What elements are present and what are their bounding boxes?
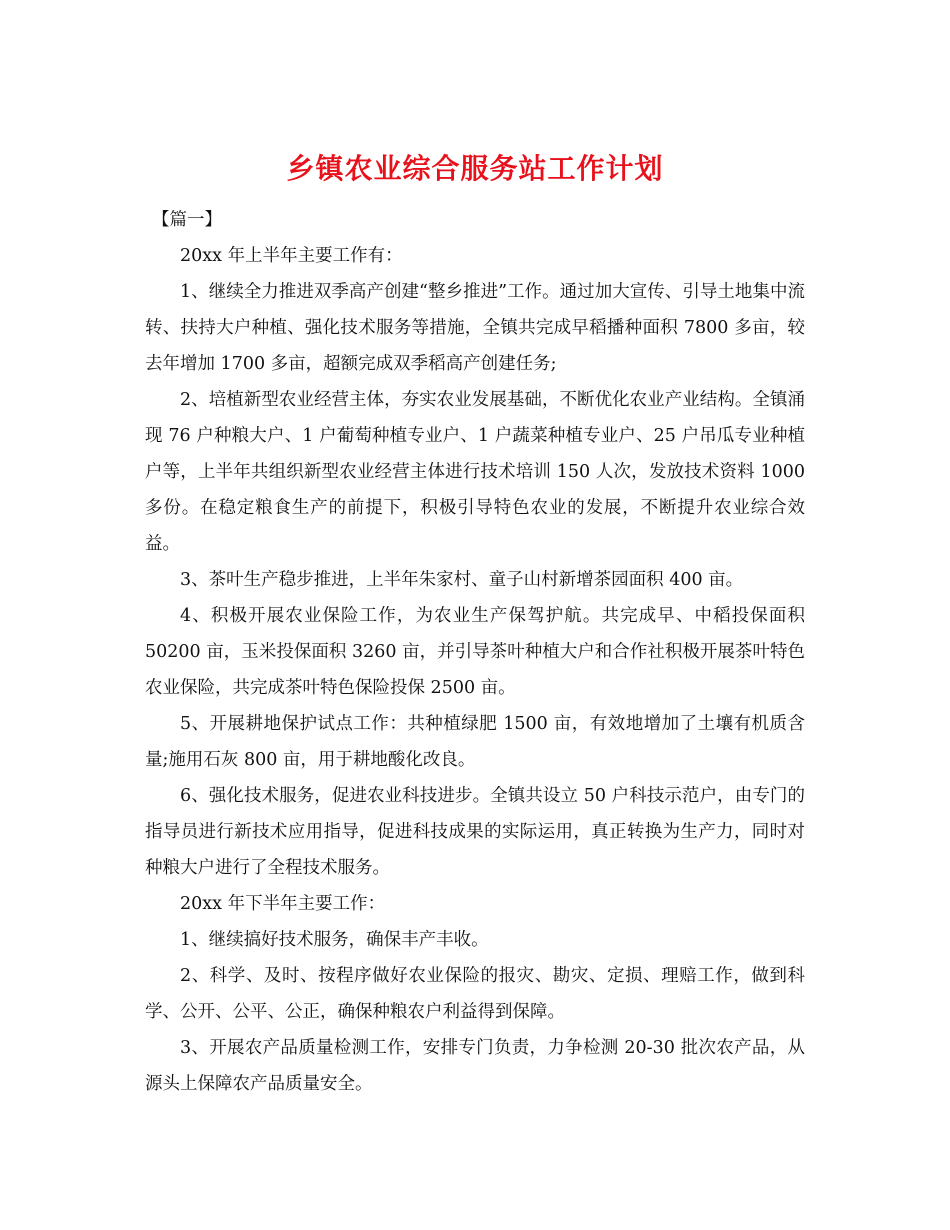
paragraph-item-6: 6、强化技术服务，促进农业科技进步。全镇共设立 50 户科技示范户，由专门的指导员进行新技术应用指导，促进科技成果的实际运用，真正转换为生产力，同时对种粮大户进行了全程技术服务。: [145, 786, 805, 878]
paragraph-item-1: 1、继续全力推进双季高产创建“整乡推进”工作。通过加大宣传、引导土地集中流转、扶持大户种植、强化技术服务等措施，全镇共完成早稻播种面积 7800 多亩，较去年增加 1700 多亩，超额完成双季稻高产创建任务;: [145, 282, 805, 374]
paragraph-plan-1: 1、继续搞好技术服务，确保丰产丰收。: [180, 930, 489, 950]
subheading-second-half: 20xx 年下半年主要工作：: [180, 894, 386, 914]
paragraph-item-4: 4、积极开展农业保险工作，为农业生产保驾护航。共完成早、中稻投保面积 50200 亩，玉米投保面积 3260 亩，并引导茶叶种植大户和合作社积极开展茶叶特色农业保险，共完成茶叶特色保险投保 2500 亩。: [145, 606, 805, 698]
paragraph-item-2: 2、培植新型农业经营主体，夯实农业发展基础，不断优化农业产业结构。全镇涌现 76 户种粮大户、1 户葡萄种植专业户、1 户蔬菜种植专业户、25 户吊瓜专业种植户等，上半年共组织新型农业经营主体进行技术培训 150 人次，发放技术资料 1000 多份。在稳定粮食生产的前提下，积极引导特色农业的发展，不断提升农业综合效益。: [145, 390, 805, 554]
paragraph-plan-2: 2、科学、及时、按程序做好农业保险的报灾、勘灾、定损、理赔工作，做到科学、公开、公平、公正，确保种粮农户利益得到保障。: [145, 966, 805, 1022]
paragraph-item-3: 3、茶叶生产稳步推进，上半年朱家村、童子山村新增茶园面积 400 亩。: [180, 570, 744, 590]
section-heading: 【篇一】: [152, 210, 222, 230]
document-body: [145, 202, 805, 1102]
paragraph-item-5: 5、开展耕地保护试点工作：共种植绿肥 1500 亩，有效地增加了土壤有机质含量;施用石灰 800 亩，用于耕地酸化改良。: [145, 714, 805, 770]
document-title: 乡镇农业综合服务站工作计划: [286, 151, 664, 185]
subheading-first-half: 20xx 年上半年主要工作有：: [180, 246, 403, 266]
paragraph-plan-3: 3、开展农产品质量检测工作，安排专门负责，力争检测 20-30 批次农产品，从源头上保障农产品质量安全。: [145, 1038, 805, 1094]
